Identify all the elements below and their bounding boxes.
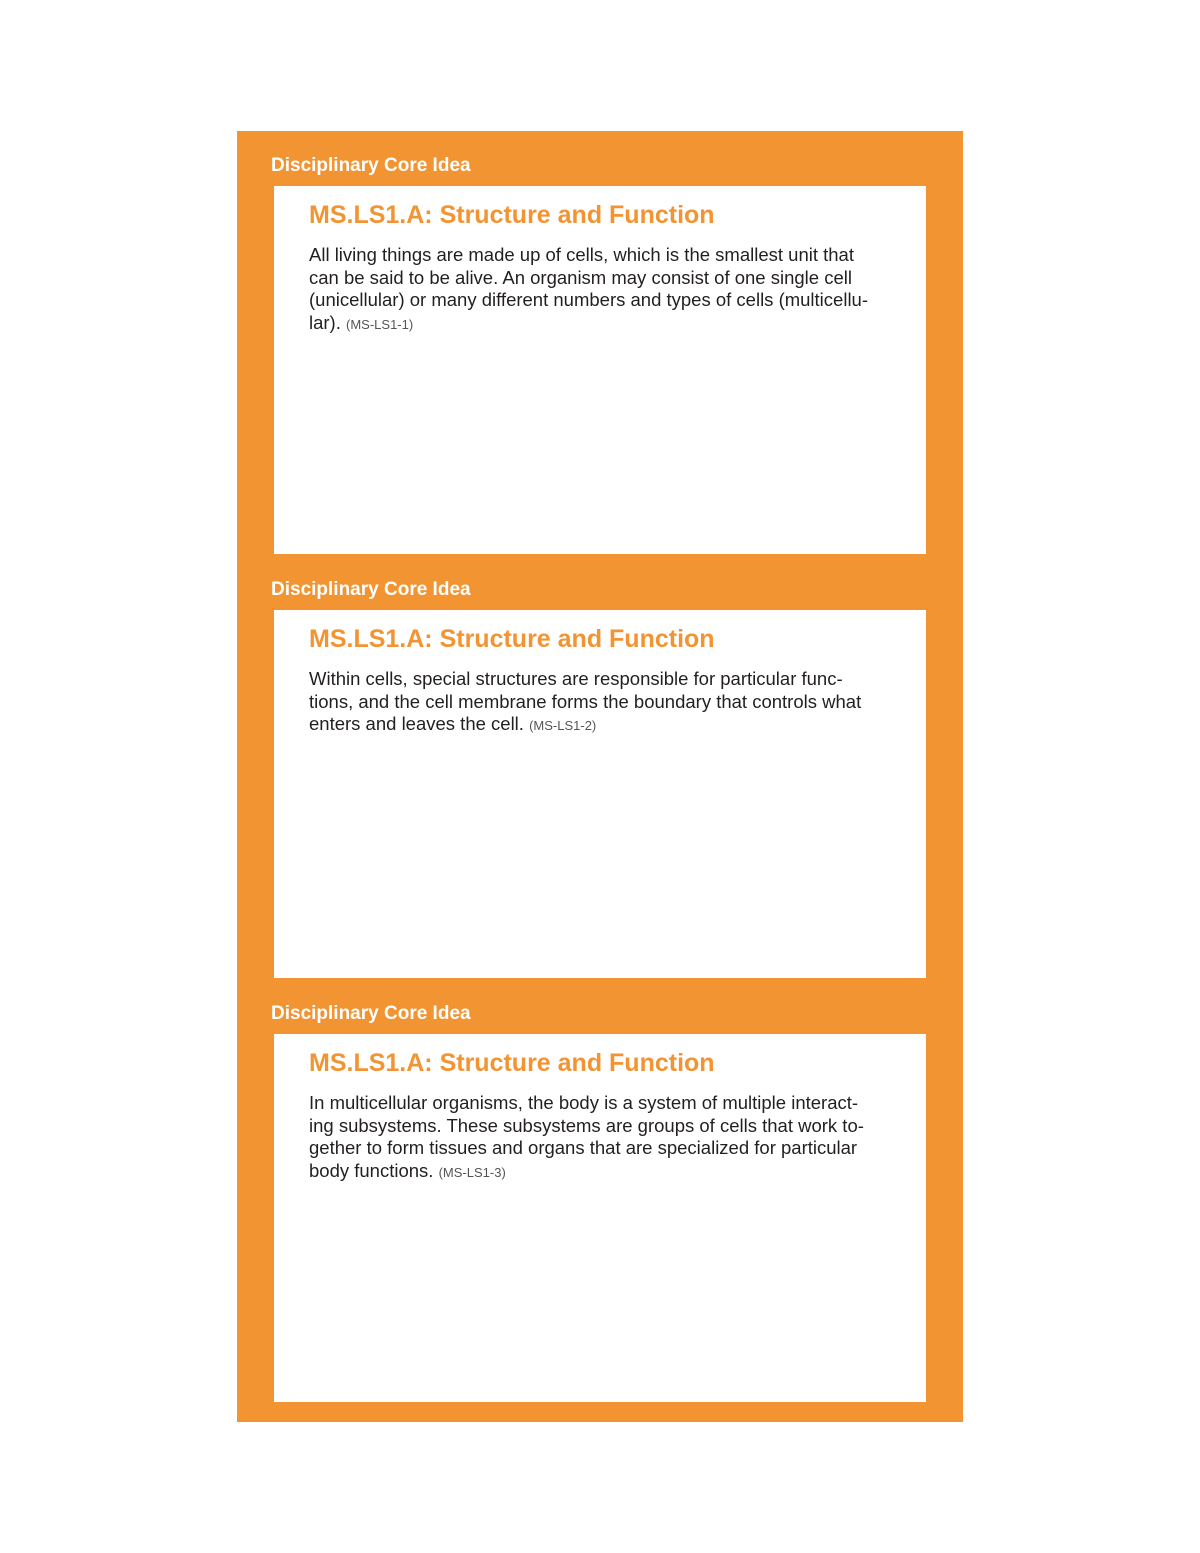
section-heading: Disciplinary Core Idea — [271, 1003, 471, 1024]
core-idea-section-3 — [237, 979, 963, 1403]
core-idea-card — [274, 610, 926, 978]
card-title: MS.LS1.A: Structure and Function — [309, 1049, 715, 1077]
card-description — [309, 244, 889, 336]
card-title: MS.LS1.A: Structure and Function — [309, 625, 715, 653]
standard-reference: (MS-LS1-1) — [346, 316, 414, 332]
section-heading: Disciplinary Core Idea — [271, 155, 471, 176]
text-line: lar). — [309, 311, 341, 333]
core-idea-frame — [237, 131, 963, 1422]
text-line: ing subsystems. These subsystems are groups of cells that work to- — [309, 1114, 864, 1136]
text-line: Within cells, special structures are responsible for particular func- — [309, 668, 843, 689]
text-line: In multicellular organisms, the body is a system of multiple interact- — [309, 1092, 859, 1113]
core-idea-section-1 — [237, 131, 963, 555]
core-idea-card — [274, 186, 926, 554]
card-description — [309, 1092, 889, 1184]
text-line: enters and leaves the cell. — [309, 713, 524, 734]
core-idea-card — [274, 1034, 926, 1402]
card-description — [309, 668, 889, 738]
standard-reference: (MS-LS1-2) — [529, 718, 597, 733]
section-heading: Disciplinary Core Idea — [271, 579, 471, 600]
text-line: (unicellular) or many different numbers and types of cells (multicellu- — [309, 289, 869, 310]
card-title: MS.LS1.A: Structure and Function — [309, 201, 715, 229]
text-line: gether to form tissues and organs that are specialized for particular — [309, 1137, 858, 1158]
text-line: All living things are made up of cells, which is the smallest unit that — [309, 244, 854, 265]
standard-reference: (MS-LS1-3) — [438, 1164, 506, 1180]
core-idea-section-2 — [237, 555, 963, 979]
text-line: can be said to be alive. An organism may consist of one single cell — [309, 266, 852, 288]
text-line: tions, and the cell membrane forms the boundary that controls what — [309, 690, 862, 712]
text-line: body functions. — [309, 1159, 434, 1181]
